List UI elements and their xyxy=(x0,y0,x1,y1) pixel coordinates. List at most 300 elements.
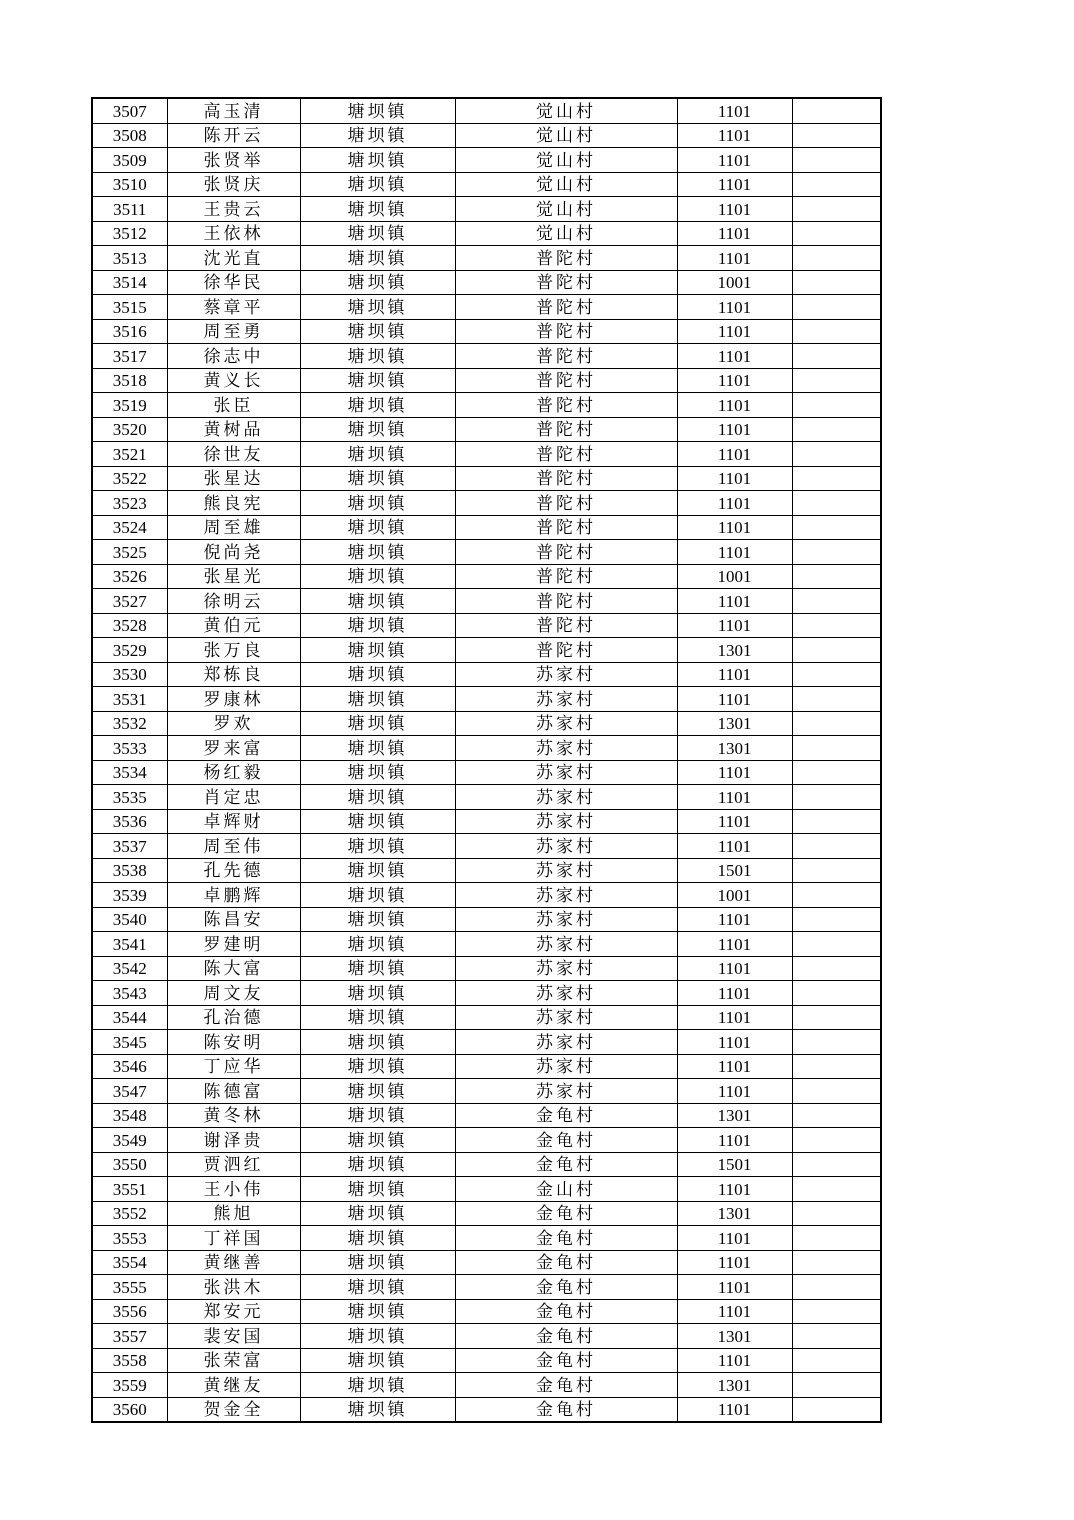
serial-number-cell: 3507 xyxy=(92,98,167,123)
town-cell: 塘坝镇 xyxy=(300,1201,455,1226)
village-cell: 普陀村 xyxy=(455,613,677,638)
village-cell: 觉山村 xyxy=(455,197,677,222)
name-cell: 徐华民 xyxy=(167,270,300,295)
table-row xyxy=(92,1152,881,1177)
name-cell: 孔治德 xyxy=(167,1005,300,1030)
table-row xyxy=(92,809,881,834)
serial-number-cell: 3516 xyxy=(92,319,167,344)
code-cell: 1101 xyxy=(677,197,792,222)
table-row xyxy=(92,270,881,295)
remark-cell xyxy=(792,1128,881,1153)
remark-cell xyxy=(792,858,881,883)
town-cell: 塘坝镇 xyxy=(300,393,455,418)
town-cell: 塘坝镇 xyxy=(300,1177,455,1202)
code-cell: 1101 xyxy=(677,1128,792,1153)
serial-number-cell: 3515 xyxy=(92,295,167,320)
remark-cell xyxy=(792,98,881,123)
town-cell: 塘坝镇 xyxy=(300,1226,455,1251)
village-cell: 普陀村 xyxy=(455,589,677,614)
name-cell: 黄树品 xyxy=(167,417,300,442)
table-row xyxy=(92,442,881,467)
remark-cell xyxy=(792,148,881,173)
remark-cell xyxy=(792,417,881,442)
table-row xyxy=(92,368,881,393)
serial-number-cell: 3521 xyxy=(92,442,167,467)
serial-number-cell: 3522 xyxy=(92,466,167,491)
remark-cell xyxy=(792,883,881,908)
town-cell: 塘坝镇 xyxy=(300,589,455,614)
town-cell: 塘坝镇 xyxy=(300,1103,455,1128)
code-cell: 1501 xyxy=(677,858,792,883)
serial-number-cell: 3541 xyxy=(92,932,167,957)
serial-number-cell: 3524 xyxy=(92,515,167,540)
serial-number-cell: 3553 xyxy=(92,1226,167,1251)
village-cell: 金龟村 xyxy=(455,1373,677,1398)
remark-cell xyxy=(792,1005,881,1030)
town-cell: 塘坝镇 xyxy=(300,1275,455,1300)
table-row xyxy=(92,172,881,197)
name-cell: 杨红毅 xyxy=(167,760,300,785)
remark-cell xyxy=(792,1250,881,1275)
name-cell: 周至雄 xyxy=(167,515,300,540)
code-cell: 1301 xyxy=(677,1201,792,1226)
town-cell: 塘坝镇 xyxy=(300,246,455,271)
serial-number-cell: 3558 xyxy=(92,1348,167,1373)
code-cell: 1101 xyxy=(677,246,792,271)
code-cell: 1101 xyxy=(677,344,792,369)
serial-number-cell: 3550 xyxy=(92,1152,167,1177)
village-cell: 普陀村 xyxy=(455,466,677,491)
serial-number-cell: 3532 xyxy=(92,711,167,736)
serial-number-cell: 3536 xyxy=(92,809,167,834)
town-cell: 塘坝镇 xyxy=(300,466,455,491)
town-cell: 塘坝镇 xyxy=(300,1373,455,1398)
table-row xyxy=(92,1005,881,1030)
table-row xyxy=(92,1103,881,1128)
name-cell: 周文友 xyxy=(167,981,300,1006)
code-cell: 1101 xyxy=(677,1005,792,1030)
code-cell: 1101 xyxy=(677,932,792,957)
name-cell: 张贤举 xyxy=(167,148,300,173)
remark-cell xyxy=(792,736,881,761)
town-cell: 塘坝镇 xyxy=(300,197,455,222)
remark-cell xyxy=(792,540,881,565)
village-cell: 金龟村 xyxy=(455,1201,677,1226)
table-row xyxy=(92,466,881,491)
table-row xyxy=(92,491,881,516)
name-cell: 倪尚尧 xyxy=(167,540,300,565)
serial-number-cell: 3551 xyxy=(92,1177,167,1202)
serial-number-cell: 3549 xyxy=(92,1128,167,1153)
village-cell: 普陀村 xyxy=(455,564,677,589)
serial-number-cell: 3540 xyxy=(92,907,167,932)
code-cell: 1101 xyxy=(677,295,792,320)
village-cell: 苏家村 xyxy=(455,1079,677,1104)
town-cell: 塘坝镇 xyxy=(300,1079,455,1104)
table-row xyxy=(92,417,881,442)
table-row xyxy=(92,1201,881,1226)
serial-number-cell: 3537 xyxy=(92,834,167,859)
town-cell: 塘坝镇 xyxy=(300,932,455,957)
village-cell: 普陀村 xyxy=(455,246,677,271)
name-cell: 高玉清 xyxy=(167,98,300,123)
code-cell: 1101 xyxy=(677,491,792,516)
table-row xyxy=(92,1128,881,1153)
code-cell: 1001 xyxy=(677,564,792,589)
name-cell: 陈德富 xyxy=(167,1079,300,1104)
table-row xyxy=(92,687,881,712)
remark-cell xyxy=(792,1348,881,1373)
town-cell: 塘坝镇 xyxy=(300,1152,455,1177)
town-cell: 塘坝镇 xyxy=(300,1348,455,1373)
town-cell: 塘坝镇 xyxy=(300,662,455,687)
code-cell: 1301 xyxy=(677,736,792,761)
village-cell: 普陀村 xyxy=(455,344,677,369)
table-row xyxy=(92,736,881,761)
remark-cell xyxy=(792,246,881,271)
village-cell: 普陀村 xyxy=(455,638,677,663)
table-row xyxy=(92,515,881,540)
code-cell: 1301 xyxy=(677,638,792,663)
serial-number-cell: 3531 xyxy=(92,687,167,712)
table-row xyxy=(92,540,881,565)
remark-cell xyxy=(792,564,881,589)
village-cell: 金龟村 xyxy=(455,1324,677,1349)
table-row xyxy=(92,1030,881,1055)
table-row xyxy=(92,883,881,908)
name-cell: 张荣富 xyxy=(167,1348,300,1373)
serial-number-cell: 3526 xyxy=(92,564,167,589)
town-cell: 塘坝镇 xyxy=(300,785,455,810)
name-cell: 贾泗红 xyxy=(167,1152,300,1177)
village-cell: 金龟村 xyxy=(455,1226,677,1251)
remark-cell xyxy=(792,393,881,418)
table-row xyxy=(92,932,881,957)
table-row xyxy=(92,981,881,1006)
village-cell: 普陀村 xyxy=(455,442,677,467)
village-cell: 觉山村 xyxy=(455,148,677,173)
table-row xyxy=(92,1373,881,1398)
village-cell: 金山村 xyxy=(455,1177,677,1202)
table-row xyxy=(92,197,881,222)
table-row xyxy=(92,613,881,638)
table-row xyxy=(92,858,881,883)
name-cell: 陈开云 xyxy=(167,123,300,148)
code-cell: 1101 xyxy=(677,809,792,834)
name-cell: 张万良 xyxy=(167,638,300,663)
remark-cell xyxy=(792,1103,881,1128)
remark-cell xyxy=(792,172,881,197)
town-cell: 塘坝镇 xyxy=(300,564,455,589)
serial-number-cell: 3556 xyxy=(92,1299,167,1324)
serial-number-cell: 3552 xyxy=(92,1201,167,1226)
name-cell: 罗来富 xyxy=(167,736,300,761)
table-row xyxy=(92,1275,881,1300)
town-cell: 塘坝镇 xyxy=(300,172,455,197)
code-cell: 1101 xyxy=(677,907,792,932)
code-cell: 1101 xyxy=(677,613,792,638)
code-cell: 1101 xyxy=(677,1054,792,1079)
code-cell: 1101 xyxy=(677,1299,792,1324)
remark-cell xyxy=(792,1275,881,1300)
town-cell: 塘坝镇 xyxy=(300,956,455,981)
remark-cell xyxy=(792,1324,881,1349)
name-cell: 卓辉财 xyxy=(167,809,300,834)
town-cell: 塘坝镇 xyxy=(300,638,455,663)
name-cell: 卓鹏辉 xyxy=(167,883,300,908)
serial-number-cell: 3519 xyxy=(92,393,167,418)
table-row xyxy=(92,760,881,785)
serial-number-cell: 3530 xyxy=(92,662,167,687)
remark-cell xyxy=(792,785,881,810)
village-cell: 普陀村 xyxy=(455,417,677,442)
town-cell: 塘坝镇 xyxy=(300,540,455,565)
remark-cell xyxy=(792,613,881,638)
serial-number-cell: 3534 xyxy=(92,760,167,785)
code-cell: 1001 xyxy=(677,270,792,295)
code-cell: 1101 xyxy=(677,393,792,418)
village-cell: 苏家村 xyxy=(455,1030,677,1055)
village-cell: 金龟村 xyxy=(455,1152,677,1177)
serial-number-cell: 3525 xyxy=(92,540,167,565)
remark-cell xyxy=(792,809,881,834)
table-body xyxy=(92,98,881,1422)
town-cell: 塘坝镇 xyxy=(300,687,455,712)
village-cell: 苏家村 xyxy=(455,981,677,1006)
remark-cell xyxy=(792,932,881,957)
remark-cell xyxy=(792,981,881,1006)
serial-number-cell: 3510 xyxy=(92,172,167,197)
town-cell: 塘坝镇 xyxy=(300,1005,455,1030)
serial-number-cell: 3546 xyxy=(92,1054,167,1079)
town-cell: 塘坝镇 xyxy=(300,344,455,369)
village-cell: 苏家村 xyxy=(455,1005,677,1030)
town-cell: 塘坝镇 xyxy=(300,981,455,1006)
village-cell: 苏家村 xyxy=(455,907,677,932)
serial-number-cell: 3520 xyxy=(92,417,167,442)
table-row xyxy=(92,246,881,271)
town-cell: 塘坝镇 xyxy=(300,1250,455,1275)
code-cell: 1101 xyxy=(677,785,792,810)
village-cell: 苏家村 xyxy=(455,711,677,736)
name-cell: 张洪木 xyxy=(167,1275,300,1300)
town-cell: 塘坝镇 xyxy=(300,711,455,736)
table-row xyxy=(92,123,881,148)
name-cell: 贺金全 xyxy=(167,1397,300,1422)
village-cell: 苏家村 xyxy=(455,760,677,785)
code-cell: 1101 xyxy=(677,1030,792,1055)
remark-cell xyxy=(792,687,881,712)
serial-number-cell: 3527 xyxy=(92,589,167,614)
name-cell: 郑栋良 xyxy=(167,662,300,687)
name-cell: 黄继友 xyxy=(167,1373,300,1398)
table-row xyxy=(92,1324,881,1349)
serial-number-cell: 3513 xyxy=(92,246,167,271)
remark-cell xyxy=(792,834,881,859)
village-cell: 觉山村 xyxy=(455,123,677,148)
name-cell: 陈大富 xyxy=(167,956,300,981)
town-cell: 塘坝镇 xyxy=(300,442,455,467)
town-cell: 塘坝镇 xyxy=(300,858,455,883)
remark-cell xyxy=(792,638,881,663)
village-cell: 苏家村 xyxy=(455,809,677,834)
name-cell: 黄冬林 xyxy=(167,1103,300,1128)
code-cell: 1501 xyxy=(677,1152,792,1177)
table-row xyxy=(92,393,881,418)
serial-number-cell: 3542 xyxy=(92,956,167,981)
table-row xyxy=(92,98,881,123)
table-row xyxy=(92,1226,881,1251)
village-cell: 普陀村 xyxy=(455,270,677,295)
village-cell: 苏家村 xyxy=(455,932,677,957)
code-cell: 1101 xyxy=(677,368,792,393)
table-row xyxy=(92,638,881,663)
serial-number-cell: 3518 xyxy=(92,368,167,393)
code-cell: 1301 xyxy=(677,1103,792,1128)
town-cell: 塘坝镇 xyxy=(300,613,455,638)
serial-number-cell: 3514 xyxy=(92,270,167,295)
name-cell: 罗欢 xyxy=(167,711,300,736)
town-cell: 塘坝镇 xyxy=(300,417,455,442)
name-cell: 周至伟 xyxy=(167,834,300,859)
name-cell: 张贤庆 xyxy=(167,172,300,197)
village-cell: 苏家村 xyxy=(455,736,677,761)
remark-cell xyxy=(792,221,881,246)
code-cell: 1101 xyxy=(677,687,792,712)
village-cell: 金龟村 xyxy=(455,1299,677,1324)
code-cell: 1301 xyxy=(677,1373,792,1398)
name-cell: 郑安元 xyxy=(167,1299,300,1324)
town-cell: 塘坝镇 xyxy=(300,834,455,859)
remark-cell xyxy=(792,1152,881,1177)
town-cell: 塘坝镇 xyxy=(300,221,455,246)
code-cell: 1101 xyxy=(677,956,792,981)
code-cell: 1101 xyxy=(677,834,792,859)
town-cell: 塘坝镇 xyxy=(300,1397,455,1422)
village-cell: 金龟村 xyxy=(455,1250,677,1275)
table-row xyxy=(92,344,881,369)
town-cell: 塘坝镇 xyxy=(300,368,455,393)
code-cell: 1101 xyxy=(677,148,792,173)
serial-number-cell: 3508 xyxy=(92,123,167,148)
code-cell: 1101 xyxy=(677,417,792,442)
code-cell: 1101 xyxy=(677,589,792,614)
table-row xyxy=(92,1054,881,1079)
table-row xyxy=(92,1299,881,1324)
code-cell: 1001 xyxy=(677,883,792,908)
town-cell: 塘坝镇 xyxy=(300,148,455,173)
remark-cell xyxy=(792,1201,881,1226)
code-cell: 1101 xyxy=(677,1275,792,1300)
remark-cell xyxy=(792,1397,881,1422)
serial-number-cell: 3539 xyxy=(92,883,167,908)
remark-cell xyxy=(792,711,881,736)
village-cell: 觉山村 xyxy=(455,172,677,197)
serial-number-cell: 3555 xyxy=(92,1275,167,1300)
remark-cell xyxy=(792,466,881,491)
serial-number-cell: 3554 xyxy=(92,1250,167,1275)
serial-number-cell: 3544 xyxy=(92,1005,167,1030)
name-cell: 徐世友 xyxy=(167,442,300,467)
code-cell: 1101 xyxy=(677,1250,792,1275)
table-row xyxy=(92,221,881,246)
table-row xyxy=(92,662,881,687)
serial-number-cell: 3545 xyxy=(92,1030,167,1055)
town-cell: 塘坝镇 xyxy=(300,1030,455,1055)
table-row xyxy=(92,711,881,736)
table-row xyxy=(92,785,881,810)
table-row xyxy=(92,564,881,589)
village-cell: 苏家村 xyxy=(455,834,677,859)
town-cell: 塘坝镇 xyxy=(300,515,455,540)
village-cell: 普陀村 xyxy=(455,515,677,540)
name-cell: 丁应华 xyxy=(167,1054,300,1079)
table-row xyxy=(92,1079,881,1104)
table-row xyxy=(92,907,881,932)
town-cell: 塘坝镇 xyxy=(300,319,455,344)
remark-cell xyxy=(792,319,881,344)
remark-cell xyxy=(792,491,881,516)
serial-number-cell: 3528 xyxy=(92,613,167,638)
code-cell: 1101 xyxy=(677,662,792,687)
name-cell: 徐志中 xyxy=(167,344,300,369)
name-cell: 罗康林 xyxy=(167,687,300,712)
village-cell: 普陀村 xyxy=(455,540,677,565)
remark-cell xyxy=(792,760,881,785)
remark-cell xyxy=(792,1079,881,1104)
code-cell: 1101 xyxy=(677,319,792,344)
serial-number-cell: 3557 xyxy=(92,1324,167,1349)
remark-cell xyxy=(792,907,881,932)
village-cell: 苏家村 xyxy=(455,956,677,981)
code-cell: 1101 xyxy=(677,466,792,491)
town-cell: 塘坝镇 xyxy=(300,98,455,123)
remark-cell xyxy=(792,1054,881,1079)
village-cell: 觉山村 xyxy=(455,98,677,123)
remark-cell xyxy=(792,1030,881,1055)
name-cell: 张臣 xyxy=(167,393,300,418)
data-table xyxy=(91,97,882,1423)
code-cell: 1101 xyxy=(677,540,792,565)
village-cell: 普陀村 xyxy=(455,368,677,393)
name-cell: 裴安国 xyxy=(167,1324,300,1349)
table-row xyxy=(92,295,881,320)
name-cell: 王依林 xyxy=(167,221,300,246)
town-cell: 塘坝镇 xyxy=(300,907,455,932)
remark-cell xyxy=(792,368,881,393)
remark-cell xyxy=(792,1226,881,1251)
code-cell: 1101 xyxy=(677,1397,792,1422)
name-cell: 徐明云 xyxy=(167,589,300,614)
serial-number-cell: 3559 xyxy=(92,1373,167,1398)
name-cell: 王小伟 xyxy=(167,1177,300,1202)
table-row xyxy=(92,1348,881,1373)
village-cell: 金龟村 xyxy=(455,1103,677,1128)
code-cell: 1101 xyxy=(677,981,792,1006)
town-cell: 塘坝镇 xyxy=(300,736,455,761)
name-cell: 熊良宪 xyxy=(167,491,300,516)
village-cell: 苏家村 xyxy=(455,883,677,908)
village-cell: 普陀村 xyxy=(455,295,677,320)
name-cell: 陈昌安 xyxy=(167,907,300,932)
table-row xyxy=(92,956,881,981)
serial-number-cell: 3517 xyxy=(92,344,167,369)
remark-cell xyxy=(792,123,881,148)
name-cell: 陈安明 xyxy=(167,1030,300,1055)
remark-cell xyxy=(792,344,881,369)
serial-number-cell: 3560 xyxy=(92,1397,167,1422)
serial-number-cell: 3543 xyxy=(92,981,167,1006)
